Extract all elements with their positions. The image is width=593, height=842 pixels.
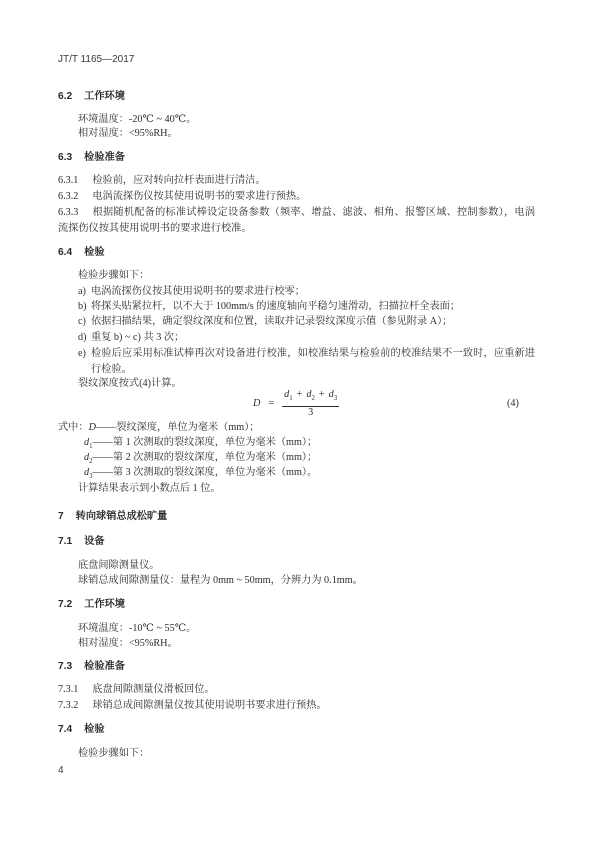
list-item	[78, 315, 86, 329]
heading-number: 7.3	[58, 661, 73, 672]
heading-7-1	[58, 535, 105, 549]
where-var	[84, 452, 93, 466]
var-letter: d	[84, 467, 90, 478]
term-var: d	[284, 388, 290, 400]
heading-6-3	[58, 151, 125, 165]
heading-title: 检验	[84, 724, 105, 735]
temperature-line: 环境温度：-20℃ ~ 40℃。	[78, 114, 197, 125]
var-sub: 2	[89, 458, 93, 466]
steps-intro: 检验步骤如下：	[78, 270, 150, 281]
heading-7-2	[58, 598, 125, 612]
heading-number: 6.2	[58, 91, 73, 102]
formula-intro: 裂纹深度按式(4)计算。	[78, 378, 182, 389]
list-item-text: 检验后应采用标准试棒再次对设备进行校准，如校准结果与检验前的校准结果不一致时，应重新进行检验。	[91, 348, 535, 375]
var-letter: d	[84, 452, 90, 463]
clause-text: 球销总成间隙测量仪按其使用说明书要求进行预热。	[92, 700, 327, 711]
result-note: 计算结果表示到小数点后 1 位。	[78, 483, 221, 494]
list-item	[78, 285, 86, 299]
list-item-text: 电涡流探伤仪按其使用说明书的要求进行校零；	[91, 286, 305, 297]
equipment-line: 底盘间隙测量仪。	[78, 560, 160, 571]
where-text: ——第 1 次测取的裂纹深度，单位为毫米（mm）；	[92, 437, 318, 448]
heading-title: 转向球销总成松旷量	[75, 511, 168, 522]
list-label: b)	[78, 301, 87, 312]
humidity-line: 相对湿度：<95%RH。	[78, 638, 178, 649]
list-item-text: 将探头贴紧拉杆，以不大于 100mm/s 的速度轴向平稳匀速滑动，扫描拉杆全表面；	[91, 301, 461, 312]
where-prefix: 式中：	[58, 422, 89, 433]
formula-plus: +	[296, 388, 303, 400]
clause-number: 7.3.2	[58, 700, 79, 711]
clause-7-3-1	[58, 683, 215, 697]
where-text: ——第 3 次测取的裂纹深度，单位为毫米（mm）。	[92, 467, 318, 478]
var-sub: 1	[89, 443, 93, 451]
where-var	[84, 437, 93, 451]
term-sub: 3	[333, 395, 338, 403]
heading-title: 检验准备	[84, 661, 125, 672]
formula-number: (4)	[507, 398, 519, 409]
heading-title: 检验准备	[84, 152, 125, 163]
formula-equals: =	[268, 398, 275, 409]
list-label: e)	[78, 348, 86, 359]
heading-6-2	[58, 90, 125, 104]
equipment-line: 球销总成间隙测量仪：量程为 0mm ~ 50mm，分辨力为 0.1mm。	[78, 575, 363, 586]
heading-number: 7	[58, 511, 64, 522]
term-sub: 2	[311, 395, 315, 403]
heading-7-3	[58, 660, 125, 674]
clause-number: 6.3.3	[58, 207, 79, 218]
clause-6-3-2	[58, 190, 306, 204]
standard-code-header: JT/T 1165—2017	[58, 54, 135, 65]
clause-text: 电涡流探伤仪按其使用说明书的要求进行预热。	[92, 191, 307, 202]
list-item-text: 依据扫描结果，确定裂纹深度和位置，读取并记录裂纹深度示值（参见附录 A）；	[91, 316, 453, 327]
list-item	[78, 300, 87, 314]
clause-text: 检验前，应对转向拉杆表面进行清洁。	[92, 175, 266, 186]
formula-denominator: 3	[308, 407, 314, 419]
heading-7-4	[58, 723, 105, 737]
steps-intro: 检验步骤如下：	[78, 748, 150, 759]
where-var: D	[88, 422, 96, 433]
clause-text: 根据随机配备的标准试棒设定设备参数（频率、增益、滤波、相角、报警区域、控制参数），电涡流探伤仪按其使用说明书的要求进行校准。	[58, 207, 535, 234]
term-var: d	[306, 388, 312, 400]
list-item	[78, 331, 87, 345]
list-item	[78, 347, 86, 361]
term-sub: 1	[289, 395, 293, 403]
term-var: d	[328, 388, 334, 400]
var-sub: 3	[89, 473, 93, 481]
formula-fraction	[282, 389, 339, 419]
page-number: 4	[58, 765, 64, 776]
list-item-text: 重复 b) ~ c) 共 3 次；	[91, 332, 185, 343]
heading-number: 6.3	[58, 152, 73, 163]
clause-number: 6.3.1	[58, 175, 79, 186]
where-var	[84, 467, 93, 481]
clause-6-3-3	[58, 205, 535, 237]
formula-numerator	[282, 389, 339, 407]
heading-title: 工作环境	[84, 599, 125, 610]
heading-7	[58, 510, 167, 524]
heading-number: 7.2	[58, 599, 73, 610]
temperature-line: 环境温度：-10℃ ~ 55℃。	[78, 623, 197, 634]
where-text: ——第 2 次测取的裂纹深度，单位为毫米（mm）；	[92, 452, 318, 463]
list-label: c)	[78, 316, 86, 327]
list-label: a)	[78, 286, 86, 297]
formula-term	[284, 388, 293, 403]
humidity-line: 相对湿度：<95%RH。	[78, 128, 178, 139]
formula-lhs: D	[253, 398, 261, 409]
clause-number: 7.3.1	[58, 684, 79, 695]
clause-text: 底盘间隙测量仪滑板回位。	[92, 684, 215, 695]
formula-term	[306, 388, 315, 403]
clause-number: 6.3.2	[58, 191, 79, 202]
formula-term	[328, 388, 338, 403]
list-label: d)	[78, 332, 87, 343]
heading-number: 7.1	[58, 536, 73, 547]
heading-title: 设备	[84, 536, 105, 547]
clause-7-3-2	[58, 699, 327, 713]
where-row	[58, 421, 259, 435]
heading-title: 工作环境	[84, 91, 125, 102]
formula-4	[253, 388, 339, 419]
heading-6-4	[58, 246, 105, 260]
where-text: ——裂纹深度，单位为毫米（mm）；	[95, 422, 260, 433]
heading-number: 6.4	[58, 247, 73, 258]
formula-plus: +	[318, 388, 325, 400]
heading-title: 检验	[84, 247, 105, 258]
heading-number: 7.4	[58, 724, 73, 735]
clause-6-3-1	[58, 174, 266, 188]
var-letter: d	[84, 437, 90, 448]
